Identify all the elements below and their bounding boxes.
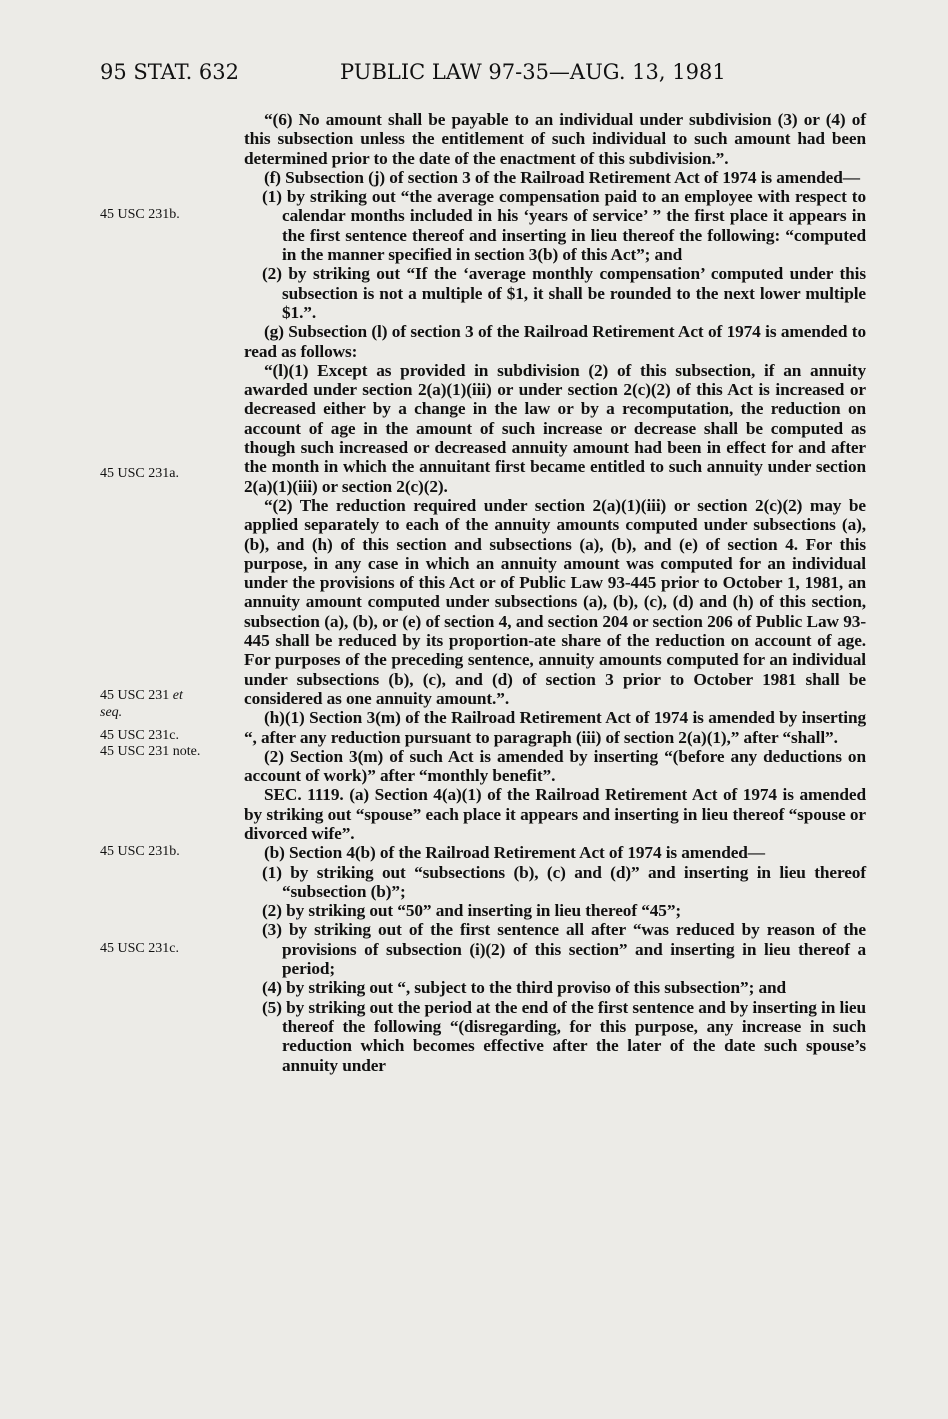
paragraph: (g) Subsection (l) of section 3 of the Railroad Retirement Act of 1974 is amended to read as follows: bbox=[244, 322, 866, 361]
margin-note: 45 USC 231c. bbox=[100, 728, 179, 743]
list-item: (1) by striking out “subsections (b), (c) and (d)” and inserting in lieu thereof “subsection (b)”; bbox=[262, 862, 866, 901]
margin-note: 45 USC 231b. bbox=[100, 844, 180, 859]
list-item: (5) by striking out the period at the end of the first sentence and by inserting in lieu thereof the following “(disregarding, for this purpose, any increase in such reduction which becomes effective after the later of the date such spouse’s annuity under bbox=[262, 997, 866, 1075]
paragraph: (h)(1) Section 3(m) of the Railroad Retirement Act of 1974 is amended by inserting “, after any reduction pursuant to paragraph (iii) of section 2(a)(1),” after “shall”. bbox=[244, 708, 866, 747]
margin-note-citation bbox=[100, 687, 240, 721]
margin-note: 45 USC 231c. bbox=[100, 941, 179, 956]
paragraph: (b) Section 4(b) of the Railroad Retirement Act of 1974 is amended— bbox=[264, 843, 765, 863]
margin-note-text: 45 USC 231 bbox=[100, 688, 170, 703]
paragraph: (f) Subsection (j) of section 3 of the Railroad Retirement Act of 1974 is amended— bbox=[264, 167, 860, 187]
statute-body bbox=[244, 110, 866, 1075]
paragraph: “(2) The reduction required under section 2(a)(1)(iii) or section 2(c)(2) may be applied separately to each of the annuity amounts computed under subsections (a), (b), and (h) of this section and subsections (a), (b), and (e) of section 4. For this purpose, in any case in which an annuity amount was computed for an individual under the provisions of this Act or of Public Law 93-445 prior to October 1, 1981, an annuity amount computed under subsections (a), (b), (c), (d) and (h) of this section, subsection (a), (b), or (e) of section 4, and section 204 or section 206 of Public Law 93-445 shall be reduced by its proportion-ate share of the reduction on account of age. For purposes of the preceding sentence, annuity amounts computed for an individual under subsections (b), (c), and (d) of section 3 prior to October 1981 shall be considered as one annuity amount.”. bbox=[244, 495, 866, 708]
page-header bbox=[100, 60, 870, 90]
paragraph: (2) Section 3(m) of such Act is amended by inserting “(before any deductions on account of work)” after “monthly benefit”. bbox=[244, 746, 866, 786]
list-item: (2) by striking out “If the ‘average monthly compensation’ computed under this subsection is not a multiple of $1, it shall be rounded to the next lower multiple $1.”. bbox=[262, 264, 866, 322]
running-title: PUBLIC LAW 97-35—AUG. 13, 1981 bbox=[340, 60, 726, 84]
list-item: (3) by striking out of the first sentence all after “was reduced by reason of the provisions of subsection (i)(2) of this section” and inserting in lieu thereof a period; bbox=[262, 920, 866, 979]
list-item: (2) by striking out “50” and inserting in lieu thereof “45”; bbox=[262, 901, 682, 921]
margin-note: 45 USC 231a. bbox=[100, 466, 179, 481]
list-item: (1) by striking out “the average compensation paid to an employee with respect to calendar months included in his ‘years of service’ ” the first place it appears in the first sentence thereof and inserting in lieu thereof the following: “computed in the manner specified in section 3(b) of this Act”; and bbox=[262, 187, 866, 265]
margin-note-italic: et bbox=[172, 688, 183, 703]
margin-note: 45 USC 231 note. bbox=[100, 744, 201, 759]
margin-note: 45 USC 231b. bbox=[100, 207, 180, 222]
section-paragraph: SEC. 1119. (a) Section 4(a)(1) of the Railroad Retirement Act of 1974 is amended by striking out “spouse” each place it appears and inserting in lieu thereof “spouse or divorced wife”. bbox=[244, 785, 866, 843]
page-number: 95 STAT. 632 bbox=[100, 60, 240, 84]
list-item: (4) by striking out “, subject to the third proviso of this subsection”; and bbox=[262, 978, 787, 998]
paragraph: “(l)(1) Except as provided in subdivision (2) of this subsection, if an annuity awarded under section 2(a)(1)(iii) or under section 2(c)(2) of this Act is increased or decreased either by a change in the law or by a recomputation, the reduction on account of age in the amount of such increase or decrease shall be computed as though such increased or decreased annuity amount had been in effect for and after the month in which the annuitant first became entitled to such annuity under section 2(a)(1)(iii) or section 2(c)(2). bbox=[244, 360, 866, 496]
margin-note-italic: seq. bbox=[100, 705, 123, 720]
paragraph: “(6) No amount shall be payable to an individual under subdivision (3) or (4) of this subsection unless the entitlement of such individual to such amount had been determined prior to the date of the enactment of this subdivision.”. bbox=[244, 110, 866, 168]
